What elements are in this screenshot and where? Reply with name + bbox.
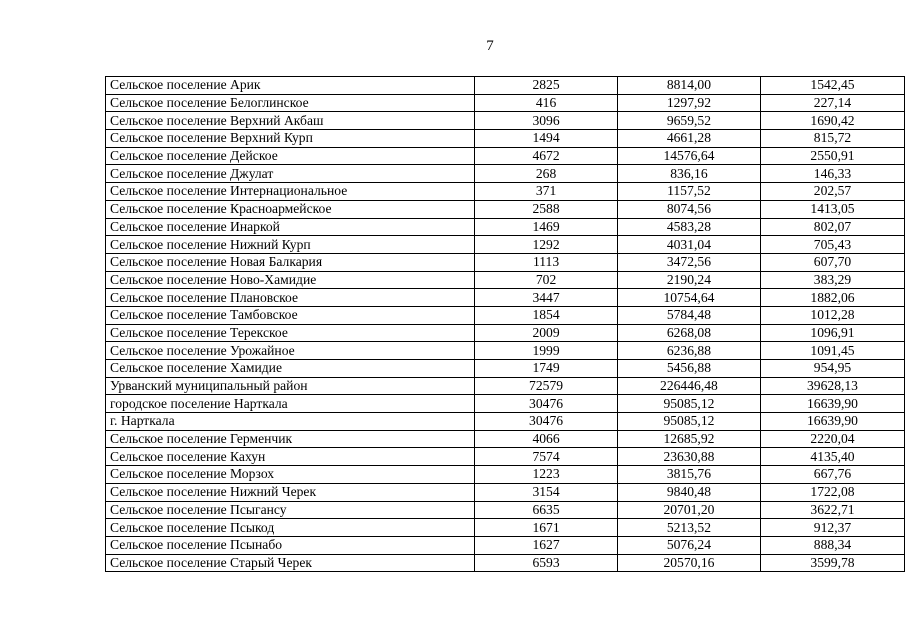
value-cell-3: 1091,45 (761, 342, 905, 360)
settlement-name-cell: Сельское поселение Кахун (106, 448, 475, 466)
value-cell-1: 1999 (475, 342, 618, 360)
value-cell-2: 2190,24 (617, 271, 760, 289)
settlement-name-cell: Сельское поселение Урожайное (106, 342, 475, 360)
value-cell-1: 3154 (475, 483, 618, 501)
settlement-name-cell: Сельское поселение Тамбовское (106, 306, 475, 324)
table-row (106, 377, 905, 395)
table-row (106, 430, 905, 448)
settlement-name-cell: Сельское поселение Арик (106, 77, 475, 95)
table-row (106, 218, 905, 236)
table-row (106, 306, 905, 324)
value-cell-1: 6635 (475, 501, 618, 519)
value-cell-2: 5784,48 (617, 306, 760, 324)
table-row (106, 466, 905, 484)
value-cell-1: 1627 (475, 536, 618, 554)
value-cell-2: 8074,56 (617, 200, 760, 218)
value-cell-1: 3096 (475, 112, 618, 130)
table-row (106, 395, 905, 413)
value-cell-3: 667,76 (761, 466, 905, 484)
value-cell-3: 1096,91 (761, 324, 905, 342)
settlement-name-cell: Сельское поселение Верхний Акбаш (106, 112, 475, 130)
value-cell-2: 95085,12 (617, 395, 760, 413)
value-cell-3: 802,07 (761, 218, 905, 236)
value-cell-3: 146,33 (761, 165, 905, 183)
table-row (106, 342, 905, 360)
value-cell-1: 1854 (475, 306, 618, 324)
settlement-name-cell: Сельское поселение Инаркой (106, 218, 475, 236)
value-cell-3: 202,57 (761, 183, 905, 201)
value-cell-1: 2825 (475, 77, 618, 95)
settlement-name-cell: Сельское поселение Псынабо (106, 536, 475, 554)
table-row (106, 519, 905, 537)
value-cell-3: 888,34 (761, 536, 905, 554)
settlement-name-cell: Сельское поселение Дейское (106, 147, 475, 165)
value-cell-1: 268 (475, 165, 618, 183)
value-cell-2: 5076,24 (617, 536, 760, 554)
value-cell-2: 4661,28 (617, 130, 760, 148)
settlement-name-cell: Сельское поселение Новая Балкария (106, 253, 475, 271)
value-cell-2: 9659,52 (617, 112, 760, 130)
settlement-name-cell: Сельское поселение Верхний Курп (106, 130, 475, 148)
value-cell-3: 1722,08 (761, 483, 905, 501)
value-cell-2: 226446,48 (617, 377, 760, 395)
value-cell-1: 4672 (475, 147, 618, 165)
value-cell-2: 1157,52 (617, 183, 760, 201)
settlement-name-cell: Сельское поселение Хамидие (106, 360, 475, 378)
value-cell-2: 4583,28 (617, 218, 760, 236)
value-cell-2: 23630,88 (617, 448, 760, 466)
value-cell-3: 954,95 (761, 360, 905, 378)
value-cell-1: 1223 (475, 466, 618, 484)
table-row (106, 289, 905, 307)
value-cell-1: 6593 (475, 554, 618, 572)
value-cell-3: 16639,90 (761, 395, 905, 413)
settlement-name-cell: Урванский муниципальный район (106, 377, 475, 395)
value-cell-3: 2220,04 (761, 430, 905, 448)
value-cell-1: 371 (475, 183, 618, 201)
table-row (106, 130, 905, 148)
value-cell-2: 95085,12 (617, 413, 760, 431)
value-cell-2: 3472,56 (617, 253, 760, 271)
value-cell-3: 4135,40 (761, 448, 905, 466)
table-row (106, 253, 905, 271)
value-cell-3: 39628,13 (761, 377, 905, 395)
table-row (106, 501, 905, 519)
settlement-name-cell: Сельское поселение Старый Черек (106, 554, 475, 572)
value-cell-1: 1494 (475, 130, 618, 148)
value-cell-1: 30476 (475, 395, 618, 413)
table-row (106, 271, 905, 289)
value-cell-1: 7574 (475, 448, 618, 466)
value-cell-3: 1012,28 (761, 306, 905, 324)
table-row (106, 360, 905, 378)
table-row (106, 112, 905, 130)
table-row (106, 77, 905, 95)
table-body (106, 77, 905, 572)
table-row (106, 183, 905, 201)
value-cell-3: 383,29 (761, 271, 905, 289)
settlement-name-cell: Сельское поселение Белоглинское (106, 94, 475, 112)
settlement-name-cell: Сельское поселение Псыкод (106, 519, 475, 537)
value-cell-1: 1749 (475, 360, 618, 378)
table-row (106, 324, 905, 342)
table-row (106, 236, 905, 254)
value-cell-1: 72579 (475, 377, 618, 395)
table-row (106, 413, 905, 431)
settlement-name-cell: Сельское поселение Герменчик (106, 430, 475, 448)
value-cell-3: 912,37 (761, 519, 905, 537)
value-cell-3: 2550,91 (761, 147, 905, 165)
value-cell-2: 4031,04 (617, 236, 760, 254)
value-cell-3: 705,43 (761, 236, 905, 254)
value-cell-3: 1542,45 (761, 77, 905, 95)
value-cell-1: 1113 (475, 253, 618, 271)
table-row (106, 536, 905, 554)
table-row (106, 200, 905, 218)
settlement-name-cell: Сельское поселение Терекское (106, 324, 475, 342)
settlement-name-cell: Сельское поселение Ново-Хамидие (106, 271, 475, 289)
value-cell-3: 3622,71 (761, 501, 905, 519)
value-cell-3: 1882,06 (761, 289, 905, 307)
value-cell-2: 20570,16 (617, 554, 760, 572)
table-row (106, 165, 905, 183)
value-cell-1: 30476 (475, 413, 618, 431)
value-cell-2: 6236,88 (617, 342, 760, 360)
value-cell-3: 1413,05 (761, 200, 905, 218)
value-cell-2: 14576,64 (617, 147, 760, 165)
settlement-name-cell: городское поселение Нарткала (106, 395, 475, 413)
page-number: 7 (486, 38, 494, 54)
settlement-name-cell: Сельское поселение Интернациональное (106, 183, 475, 201)
value-cell-3: 227,14 (761, 94, 905, 112)
value-cell-3: 3599,78 (761, 554, 905, 572)
value-cell-3: 16639,90 (761, 413, 905, 431)
value-cell-2: 836,16 (617, 165, 760, 183)
value-cell-3: 1690,42 (761, 112, 905, 130)
value-cell-2: 6268,08 (617, 324, 760, 342)
table-row (106, 147, 905, 165)
value-cell-2: 5213,52 (617, 519, 760, 537)
settlement-name-cell: Сельское поселение Нижний Курп (106, 236, 475, 254)
settlement-name-cell: Сельское поселение Красноармейское (106, 200, 475, 218)
value-cell-1: 4066 (475, 430, 618, 448)
value-cell-1: 3447 (475, 289, 618, 307)
value-cell-1: 416 (475, 94, 618, 112)
value-cell-1: 2009 (475, 324, 618, 342)
settlement-name-cell: Сельское поселение Джулат (106, 165, 475, 183)
table-row (106, 554, 905, 572)
value-cell-3: 815,72 (761, 130, 905, 148)
value-cell-2: 3815,76 (617, 466, 760, 484)
value-cell-2: 10754,64 (617, 289, 760, 307)
value-cell-2: 20701,20 (617, 501, 760, 519)
value-cell-1: 1292 (475, 236, 618, 254)
value-cell-2: 12685,92 (617, 430, 760, 448)
table-row (106, 448, 905, 466)
value-cell-1: 2588 (475, 200, 618, 218)
value-cell-3: 607,70 (761, 253, 905, 271)
settlement-name-cell: г. Нарткала (106, 413, 475, 431)
settlement-name-cell: Сельское поселение Морзох (106, 466, 475, 484)
value-cell-2: 1297,92 (617, 94, 760, 112)
value-cell-1: 702 (475, 271, 618, 289)
table-row (106, 483, 905, 501)
value-cell-2: 9840,48 (617, 483, 760, 501)
settlement-name-cell: Сельское поселение Нижний Черек (106, 483, 475, 501)
settlements-table (105, 76, 905, 572)
value-cell-1: 1671 (475, 519, 618, 537)
settlement-name-cell: Сельское поселение Плановское (106, 289, 475, 307)
settlement-name-cell: Сельское поселение Псыгансу (106, 501, 475, 519)
table-row (106, 94, 905, 112)
value-cell-1: 1469 (475, 218, 618, 236)
value-cell-2: 8814,00 (617, 77, 760, 95)
value-cell-2: 5456,88 (617, 360, 760, 378)
